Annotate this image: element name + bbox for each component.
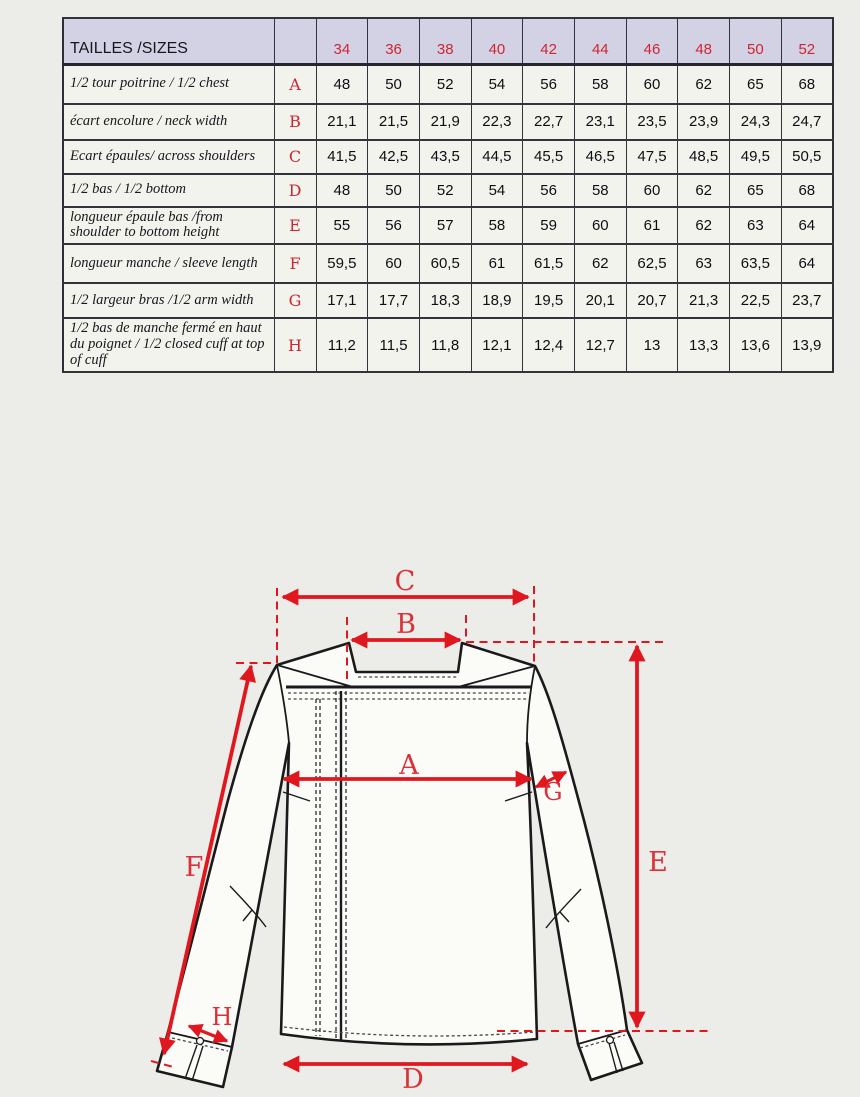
row-measure-value: 60,5	[419, 244, 471, 283]
row-measure-value: 62	[678, 207, 730, 245]
row-measure-value: 60	[368, 244, 420, 283]
row-measure-value: 20,1	[574, 283, 626, 318]
row-measure-value: 64	[781, 244, 833, 283]
row-measure-value: 17,1	[316, 283, 368, 318]
row-measure-label: 1/2 tour poitrine / 1/2 chest	[63, 65, 274, 104]
row-measure-value: 23,1	[574, 104, 626, 140]
row-measure-value: 18,9	[471, 283, 523, 318]
row-measure-value: 22,3	[471, 104, 523, 140]
row-measure-value: 60	[626, 174, 678, 207]
row-measure-value: 47,5	[626, 140, 678, 174]
row-measure-label: 1/2 largeur bras /1/2 arm width	[63, 283, 274, 318]
size-header-cell: 52	[781, 18, 833, 65]
row-measure-value: 22,7	[523, 104, 575, 140]
row-measure-value: 12,7	[574, 318, 626, 372]
row-measure-value: 42,5	[368, 140, 420, 174]
row-measure-value: 61,5	[523, 244, 575, 283]
row-measure-value: 18,3	[419, 283, 471, 318]
row-measure-value: 22,5	[730, 283, 782, 318]
size-header-cell: 42	[523, 18, 575, 65]
size-header-cell: 38	[419, 18, 471, 65]
row-measure-value: 48,5	[678, 140, 730, 174]
dim-label-e: E	[648, 847, 668, 878]
row-measure-value: 64	[781, 207, 833, 245]
dim-label-c: C	[394, 566, 416, 597]
row-measure-value: 56	[523, 65, 575, 104]
row-measure-label: 1/2 bas de manche fermé en haut du poignet / 1/2 closed cuff at top of cuff	[63, 318, 274, 372]
row-measure-value: 11,5	[368, 318, 420, 372]
cuff-right-button	[607, 1037, 614, 1044]
row-measure-value: 23,5	[626, 104, 678, 140]
row-measure-value: 65	[730, 174, 782, 207]
row-measure-value: 45,5	[523, 140, 575, 174]
row-measure-value: 23,9	[678, 104, 730, 140]
row-measure-value: 56	[523, 174, 575, 207]
row-measure-value: 58	[574, 65, 626, 104]
row-measure-value: 62	[678, 174, 730, 207]
row-measure-value: 62	[574, 244, 626, 283]
row-measure-value: 57	[419, 207, 471, 245]
row-measure-value: 58	[471, 207, 523, 245]
row-measure-value: 11,2	[316, 318, 368, 372]
dim-label-a: A	[399, 750, 419, 781]
row-measure-value: 59,5	[316, 244, 368, 283]
size-header-cell: 36	[368, 18, 420, 65]
row-measure-value: 54	[471, 65, 523, 104]
row-measure-value: 62,5	[626, 244, 678, 283]
row-measure-value: 63	[730, 207, 782, 245]
row-measure-value: 12,1	[471, 318, 523, 372]
row-measure-value: 68	[781, 65, 833, 104]
row-measure-label: Ecart épaules/ across shoulders	[63, 140, 274, 174]
dim-label-b: B	[396, 609, 416, 640]
size-header-cell: 40	[471, 18, 523, 65]
row-measure-value: 17,7	[368, 283, 420, 318]
row-measure-letter: H	[274, 318, 316, 372]
row-measure-label: écart encolure / neck width	[63, 104, 274, 140]
size-header-cell: 50	[730, 18, 782, 65]
row-measure-value: 48	[316, 174, 368, 207]
row-measure-value: 21,9	[419, 104, 471, 140]
size-header-cell: 46	[626, 18, 678, 65]
dim-label-d: D	[402, 1064, 424, 1095]
row-measure-value: 52	[419, 65, 471, 104]
row-measure-label: 1/2 bas / 1/2 bottom	[63, 174, 274, 207]
row-measure-letter: B	[274, 104, 316, 140]
row-measure-value: 62	[678, 65, 730, 104]
row-measure-value: 21,3	[678, 283, 730, 318]
row-measure-letter: A	[274, 65, 316, 104]
size-header-cell: 34	[316, 18, 368, 65]
row-measure-value: 48	[316, 65, 368, 104]
row-measure-value: 50,5	[781, 140, 833, 174]
dim-label-g: G	[543, 778, 563, 806]
row-measure-value: 24,3	[730, 104, 782, 140]
row-measure-value: 13,3	[678, 318, 730, 372]
row-measure-letter: G	[274, 283, 316, 318]
row-measure-value: 49,5	[730, 140, 782, 174]
row-measure-value: 52	[419, 174, 471, 207]
row-measure-letter: E	[274, 207, 316, 245]
row-measure-value: 19,5	[523, 283, 575, 318]
row-measure-value: 43,5	[419, 140, 471, 174]
row-measure-value: 46,5	[574, 140, 626, 174]
row-measure-value: 11,8	[419, 318, 471, 372]
row-measure-value: 41,5	[316, 140, 368, 174]
table-title: TAILLES /SIZES	[63, 18, 274, 65]
dim-label-f: F	[184, 852, 204, 883]
size-header-cell: 44	[574, 18, 626, 65]
row-measure-letter: F	[274, 244, 316, 283]
row-measure-value: 24,7	[781, 104, 833, 140]
size-header-cell: 48	[678, 18, 730, 65]
row-measure-letter: D	[274, 174, 316, 207]
row-measure-value: 56	[368, 207, 420, 245]
row-measure-value: 58	[574, 174, 626, 207]
row-measure-value: 65	[730, 65, 782, 104]
row-measure-value: 54	[471, 174, 523, 207]
row-measure-value: 13,6	[730, 318, 782, 372]
cuff-left-button	[197, 1038, 204, 1045]
row-measure-value: 55	[316, 207, 368, 245]
dim-label-h: H	[211, 1003, 233, 1031]
row-measure-value: 60	[574, 207, 626, 245]
row-measure-value: 50	[368, 174, 420, 207]
row-measure-value: 68	[781, 174, 833, 207]
row-measure-value: 21,1	[316, 104, 368, 140]
row-measure-letter: C	[274, 140, 316, 174]
row-measure-label: longueur épaule bas /from shoulder to bottom height	[63, 207, 274, 245]
row-measure-value: 50	[368, 65, 420, 104]
row-measure-value: 13	[626, 318, 678, 372]
row-measure-value: 44,5	[471, 140, 523, 174]
row-measure-value: 61	[471, 244, 523, 283]
row-measure-value: 20,7	[626, 283, 678, 318]
row-measure-value: 13,9	[781, 318, 833, 372]
row-measure-value: 60	[626, 65, 678, 104]
row-measure-label: longueur manche / sleeve length	[63, 244, 274, 283]
row-measure-value: 59	[523, 207, 575, 245]
row-measure-value: 63,5	[730, 244, 782, 283]
row-measure-value: 63	[678, 244, 730, 283]
row-measure-value: 21,5	[368, 104, 420, 140]
row-measure-value: 23,7	[781, 283, 833, 318]
row-measure-value: 61	[626, 207, 678, 245]
row-measure-value: 12,4	[523, 318, 575, 372]
